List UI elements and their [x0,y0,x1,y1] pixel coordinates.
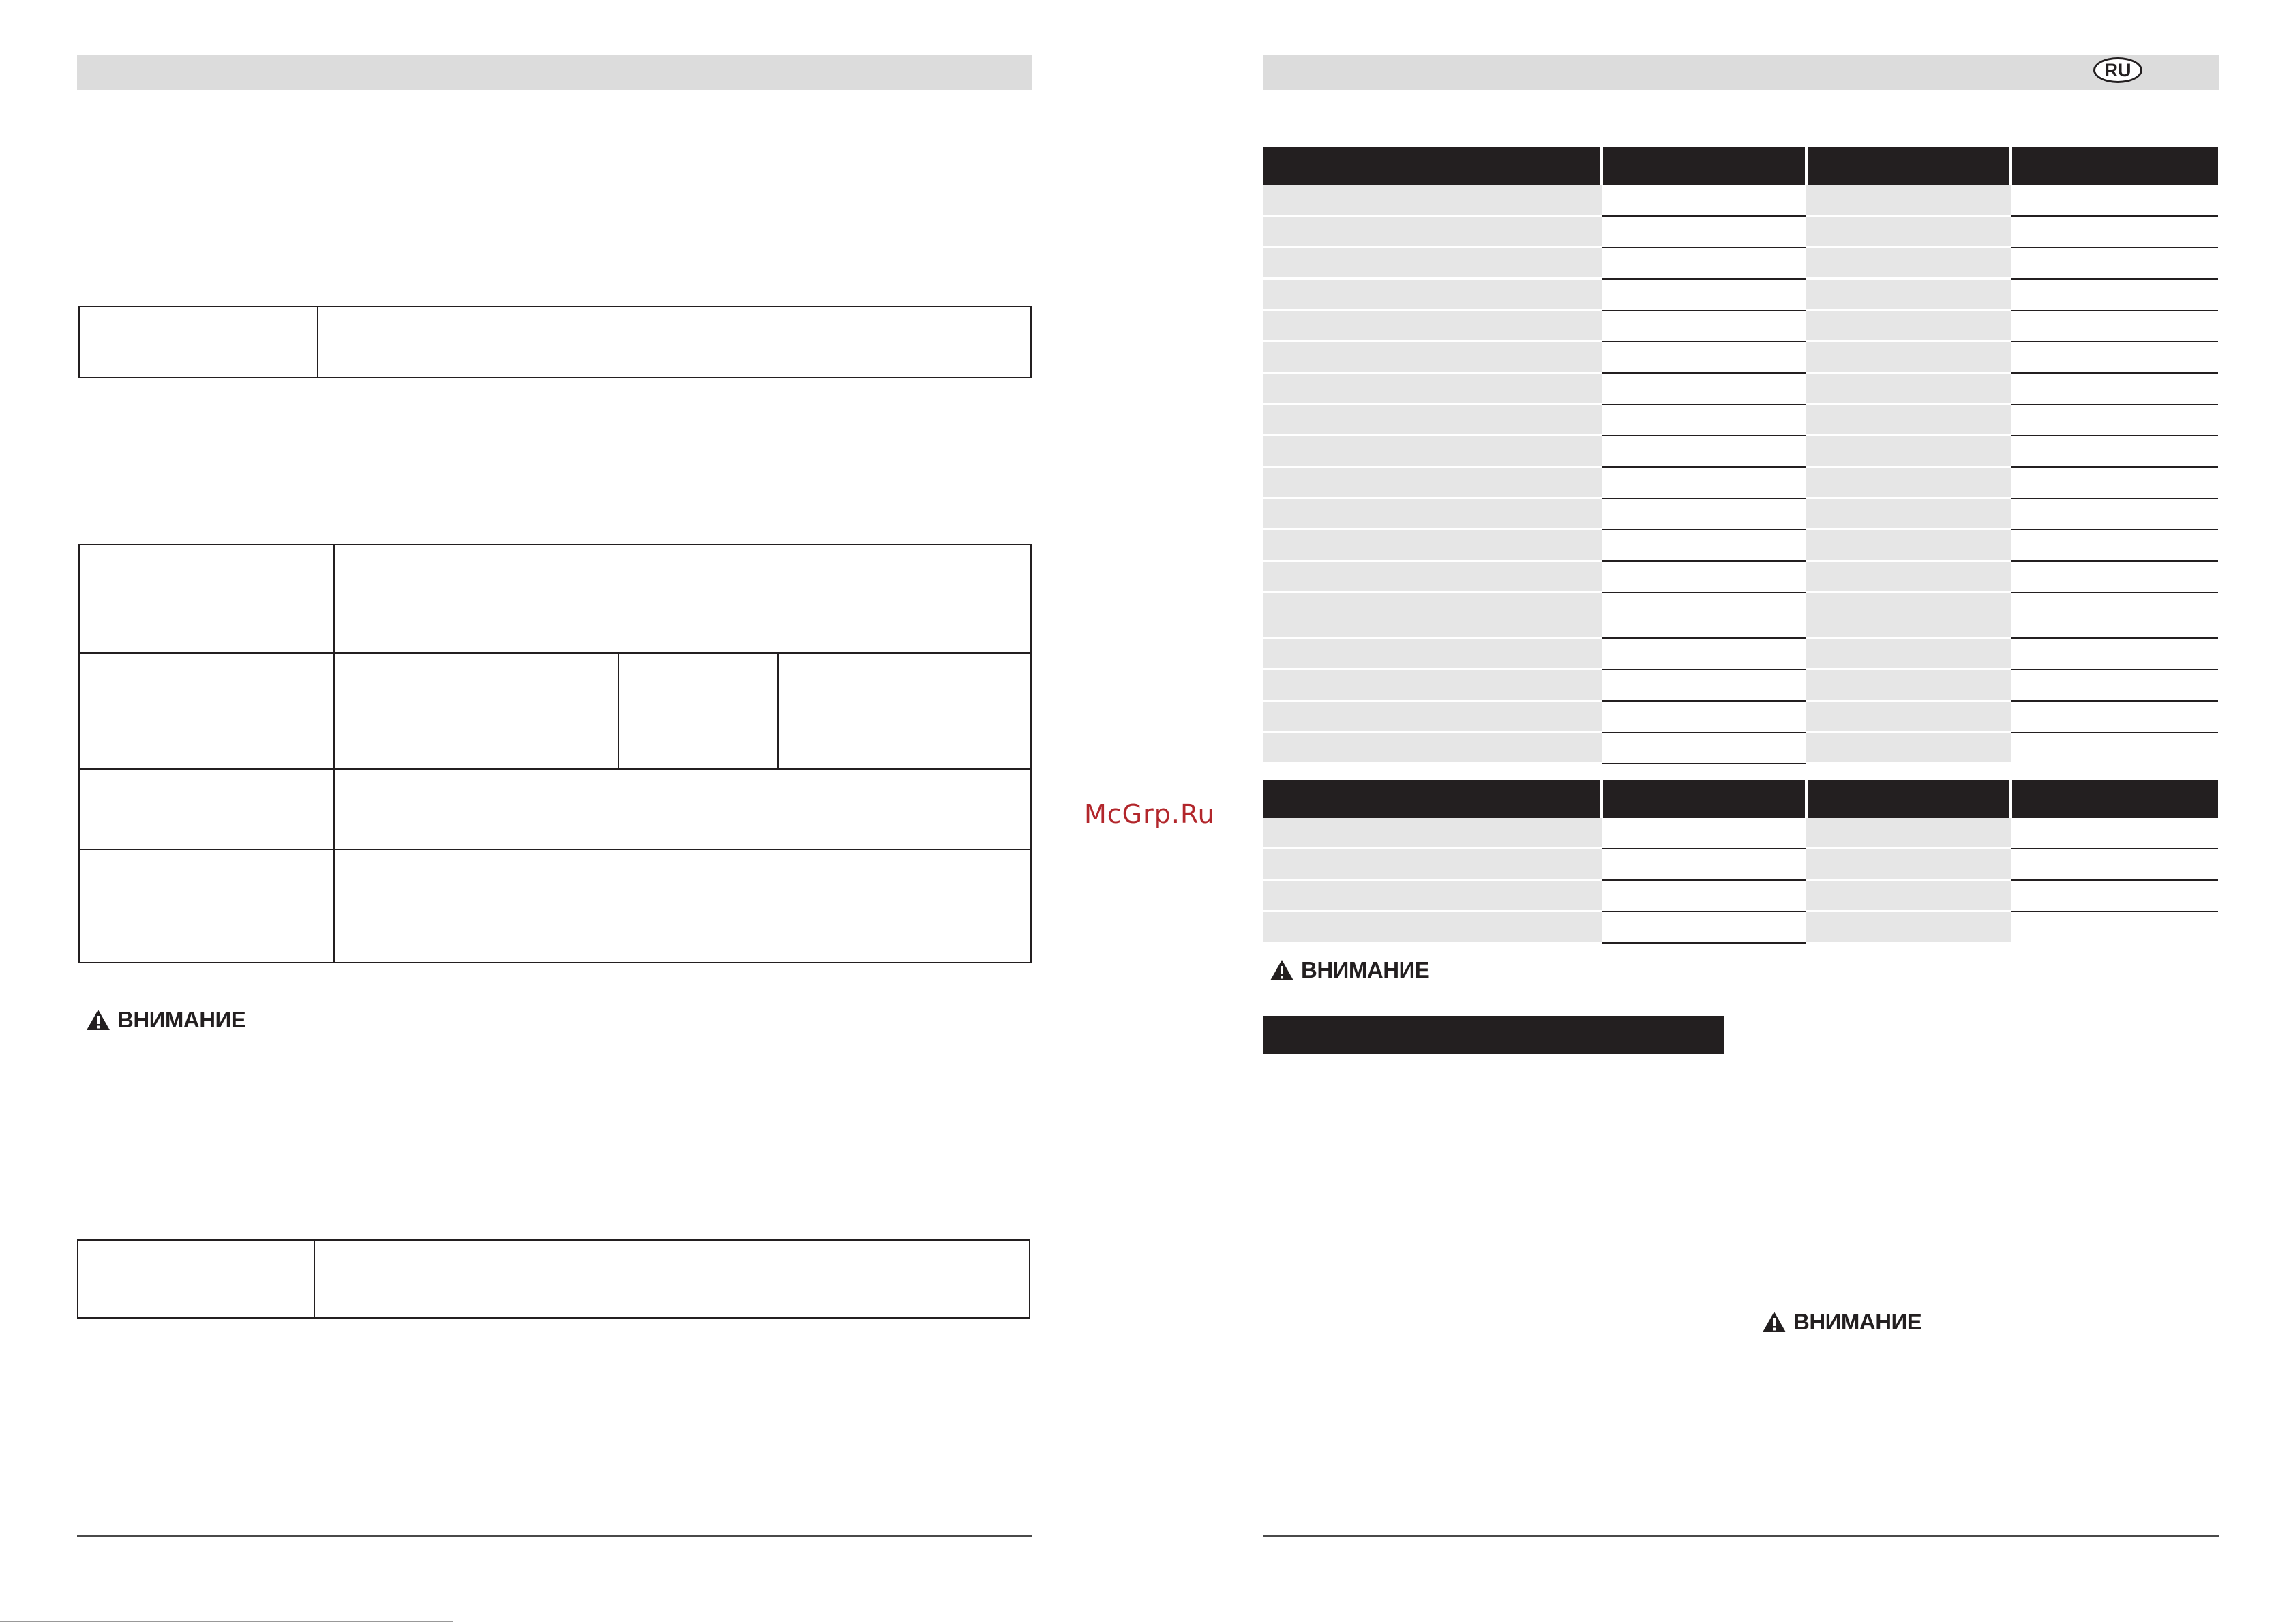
spec-table-1 [1263,147,2218,764]
left-table-b-sub-divider-2 [777,652,779,768]
table-row [1263,467,2218,498]
spec-table-2-header-cell [1263,780,1602,818]
table-row [1263,818,2218,849]
spec-table-1-header-cell [1806,147,2011,185]
table-row [1263,670,2218,701]
left-page-bottom-rule [0,1621,453,1622]
table-row [1263,310,2218,342]
left-table-b-row-3 [78,849,1032,850]
left-page-footer-line [77,1535,1032,1537]
table-row [1263,404,2218,436]
table-row [1263,247,2218,279]
left-table-a [78,306,1032,378]
table-row [1263,498,2218,530]
table-row [1263,436,2218,467]
left-table-b [78,544,1032,963]
table-row [1263,849,2218,880]
table-row [1263,912,2218,943]
left-table-c [77,1239,1030,1319]
spec-table-1-header-cell [2011,147,2218,185]
left-page-header-bar [77,55,1032,90]
right-warning-1-label: ВНИМАНИЕ [1301,957,1430,982]
spec-table-2 [1263,780,2218,944]
spec-table-1-header-cell [1602,147,1806,185]
spec-table-2-header-cell [1806,780,2011,818]
left-table-b-row-2 [78,768,1032,770]
left-table-b-sub-divider-1 [618,652,619,768]
warning-triangle-icon [86,1009,110,1031]
right-warning-2 [1762,1309,1921,1335]
left-table-a-divider [317,306,318,378]
left-table-b-col-divider [333,544,335,963]
table-row [1263,185,2218,216]
language-badge: RU [2093,57,2142,83]
right-page-footer-line [1263,1535,2219,1537]
section-heading-bar [1263,1016,1724,1054]
table-row [1263,342,2218,373]
table-row [1263,216,2218,247]
table-row [1263,373,2218,404]
spec-table-2-header [1263,780,2218,818]
table-row [1263,701,2218,732]
warning-triangle-icon [1762,1311,1786,1333]
left-warning [86,1007,245,1033]
right-warning-2-label: ВНИМАНИЕ [1793,1309,1922,1334]
warning-triangle-icon [1270,959,1294,981]
table-row [1263,279,2218,310]
spec-table-2-header-cell [1602,780,1806,818]
watermark: McGrp.Ru [1084,799,1215,829]
left-warning-label: ВНИМАНИЕ [117,1007,246,1032]
left-table-b-row-1 [78,652,1032,654]
table-row [1263,732,2218,764]
right-warning-1 [1270,957,1429,983]
table-row [1263,592,2218,638]
right-page-header-bar [1263,55,2219,90]
table-row [1263,530,2218,561]
spec-table-2-header-cell [2011,780,2218,818]
table-row [1263,561,2218,592]
table-row [1263,638,2218,670]
spec-table-1-header-cell [1263,147,1602,185]
spec-table-1-header [1263,147,2218,185]
table-row [1263,880,2218,912]
left-table-c-divider [314,1239,315,1319]
